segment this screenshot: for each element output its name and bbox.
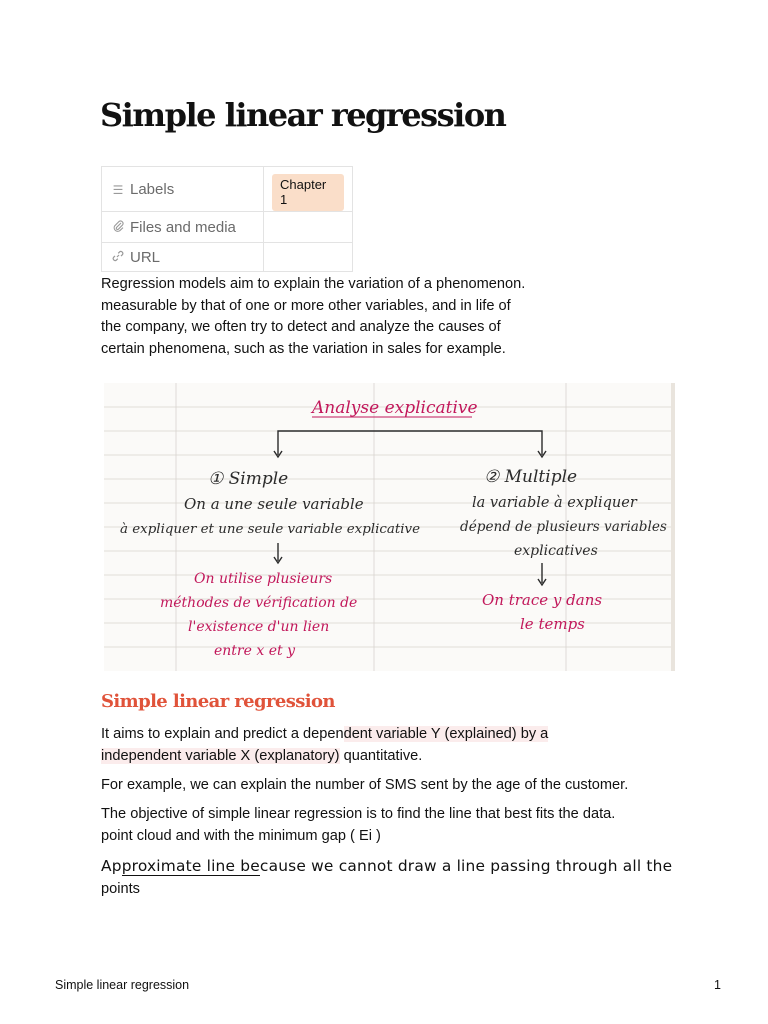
property-value[interactable]	[264, 212, 353, 243]
right-red-line: le temps	[520, 615, 585, 633]
right-text-line: explicatives	[514, 543, 598, 559]
property-key	[102, 212, 264, 243]
property-row-files	[102, 212, 353, 243]
section-paragraph-2: For example, we can explain the number of SMS sent by the age of the customer.	[101, 777, 629, 793]
property-row-url	[102, 243, 353, 272]
text-line: points	[101, 881, 140, 897]
intro-line: the company, we often try to detect and analyze the causes of	[101, 319, 501, 335]
right-text-line: la variable à expliquer	[472, 495, 637, 511]
footer-page-number: 1	[714, 978, 721, 992]
section-paragraph-1	[101, 724, 548, 767]
underlined-text: proximate line be	[121, 857, 260, 875]
property-label: URL	[130, 248, 161, 266]
list-icon: ☰	[112, 182, 124, 197]
right-text-line: dépend de plusieurs variables	[460, 519, 667, 535]
left-red-line: On utilise plusieurs	[194, 571, 333, 587]
page-title: Simple linear regression	[100, 96, 506, 134]
left-red-line: entre x et y	[214, 643, 295, 659]
section-paragraph-4	[101, 855, 672, 900]
section-paragraph-3	[101, 804, 615, 847]
property-value[interactable]	[264, 243, 353, 272]
text-line: point cloud and with the minimum gap ( Ei )	[101, 827, 381, 844]
text-line: The objective of simple linear regression is to find the line that best fits the data.	[101, 806, 616, 822]
link-icon	[110, 250, 126, 265]
left-branch-heading: ① Simple	[208, 469, 289, 489]
text-run: quantitative.	[339, 747, 423, 764]
intro-line: Regression models aim to explain the variation of a phenomenon.	[101, 276, 526, 292]
intro-line: certain phenomena, such as the variation in sales for example.	[101, 341, 506, 357]
text-run: It aims to explain and predict a depen	[101, 726, 344, 742]
left-red-line: méthodes de vérification de	[160, 595, 358, 611]
paperclip-icon	[110, 220, 126, 235]
property-key	[102, 243, 264, 272]
handwritten-diagram-image	[104, 383, 675, 671]
highlighted-text: dent variable Y (explained) by a	[343, 726, 549, 742]
diagram-title: Analyse explicative	[312, 398, 478, 418]
text-run: cause we cannot draw a line passing through all the	[259, 857, 673, 875]
chapter-tag[interactable]: Chapter 1	[272, 174, 344, 211]
section-heading: Simple linear regression	[101, 691, 335, 712]
diagram-drawing	[104, 383, 671, 671]
property-value[interactable]	[264, 167, 353, 212]
property-key	[102, 167, 264, 212]
right-branch-heading: ② Multiple	[484, 467, 578, 487]
text-run: Ap	[101, 857, 122, 875]
property-label: Files and media	[130, 218, 236, 236]
left-text-line: à expliquer et une seule variable explicative	[120, 522, 421, 537]
left-text-line: On a une seule variable	[184, 495, 364, 513]
highlighted-text: independent variable X (explanatory)	[101, 747, 340, 764]
property-row-labels	[102, 167, 353, 212]
intro-line: measurable by that of one or more other variables, and in life of	[101, 298, 511, 314]
footer-title: Simple linear regression	[55, 978, 190, 992]
properties-table	[101, 166, 353, 272]
right-red-line: On trace y dans	[482, 591, 603, 609]
left-red-line: l'existence d'un lien	[188, 619, 330, 635]
property-label: Labels	[130, 180, 175, 198]
